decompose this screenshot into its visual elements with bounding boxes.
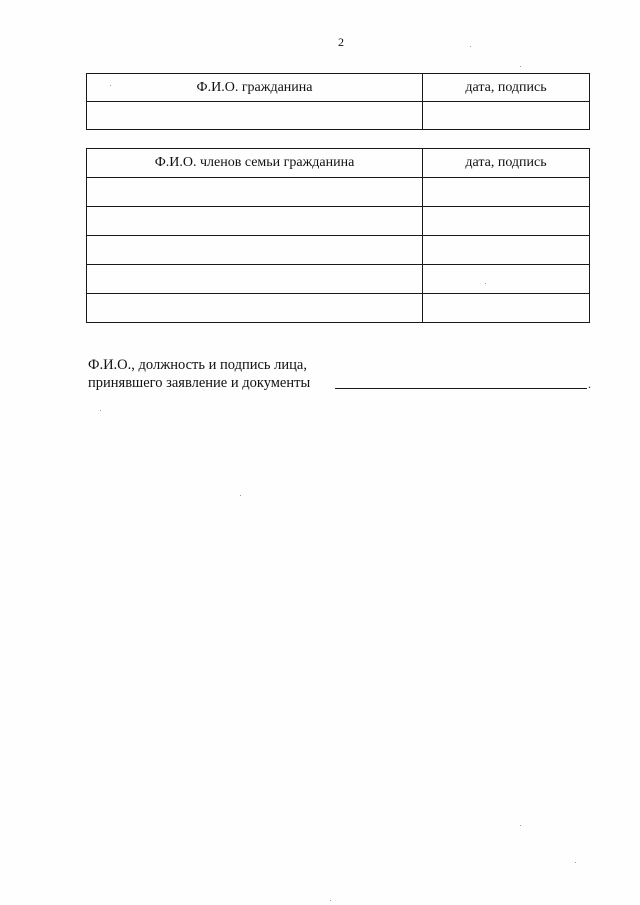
- scan-speck: [330, 900, 331, 901]
- table-row: [87, 178, 590, 207]
- family-date-cell[interactable]: [423, 236, 590, 265]
- table-row: [87, 102, 590, 130]
- scan-speck: [240, 495, 241, 496]
- signature-block: [88, 356, 310, 392]
- scan-speck: [470, 46, 471, 47]
- table-row: [87, 294, 590, 323]
- citizen-name-header: Ф.И.О. гражданина: [87, 74, 423, 102]
- scan-speck: [100, 410, 101, 411]
- citizen-date-cell[interactable]: [423, 102, 590, 130]
- family-date-cell[interactable]: [423, 265, 590, 294]
- family-table: [86, 148, 590, 323]
- scan-speck: [520, 825, 521, 826]
- scan-speck: [575, 862, 576, 863]
- family-name-header: Ф.И.О. членов семьи гражданина: [87, 149, 423, 178]
- family-date-header: дата, подпись: [423, 149, 590, 178]
- table-row: [87, 265, 590, 294]
- scan-speck: [520, 66, 521, 67]
- family-name-cell[interactable]: [87, 236, 423, 265]
- family-date-cell[interactable]: [423, 178, 590, 207]
- table-header-row: [87, 74, 590, 102]
- family-name-cell[interactable]: [87, 178, 423, 207]
- scan-speck: [485, 283, 486, 284]
- citizen-table: [86, 73, 590, 130]
- scan-speck: [110, 85, 111, 86]
- signature-label-line1: Ф.И.О., должность и подпись лица,: [88, 357, 307, 373]
- family-name-cell[interactable]: [87, 265, 423, 294]
- family-date-cell[interactable]: [423, 294, 590, 323]
- signature-label-line2: принявшего заявление и документы: [88, 375, 311, 391]
- citizen-name-cell[interactable]: [87, 102, 423, 130]
- family-name-cell[interactable]: [87, 207, 423, 236]
- page-number: 2: [338, 35, 344, 49]
- family-name-cell[interactable]: [87, 294, 423, 323]
- table-row: [87, 236, 590, 265]
- table-row: [87, 207, 590, 236]
- family-date-cell[interactable]: [423, 207, 590, 236]
- signature-trailing-mark: .: [588, 377, 591, 391]
- signature-line[interactable]: [335, 388, 587, 389]
- table-header-row: [87, 149, 590, 178]
- citizen-date-header: дата, подпись: [423, 74, 590, 102]
